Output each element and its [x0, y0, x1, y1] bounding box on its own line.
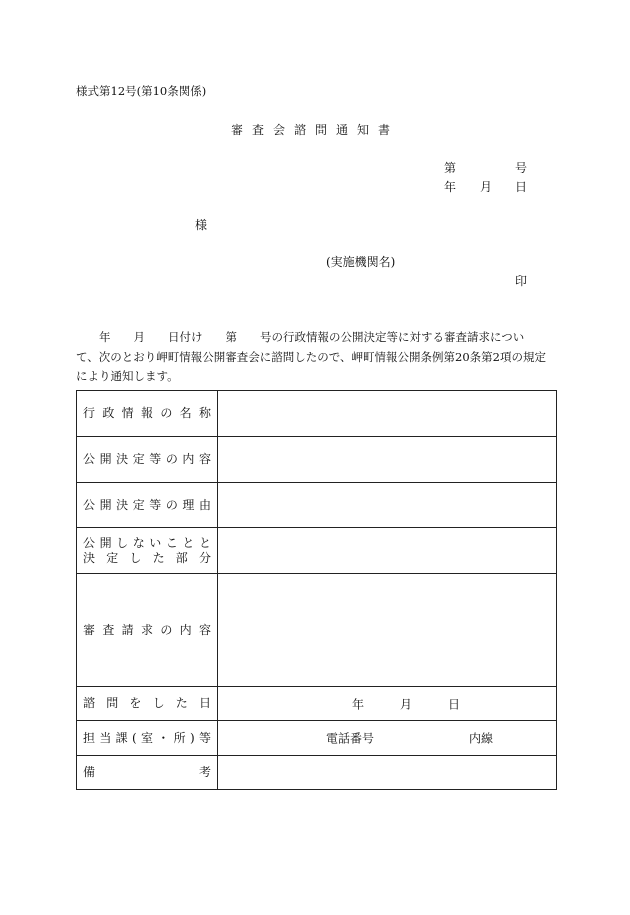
seal-mark: 印	[515, 274, 528, 288]
label-char: 内	[182, 452, 195, 466]
label-char: な	[132, 535, 145, 550]
table-row	[77, 687, 557, 721]
label-line	[83, 406, 211, 421]
label-char: 内	[179, 622, 192, 637]
doc-date-day: 日	[515, 180, 528, 194]
document-title: 審査会諮問通知書	[230, 123, 399, 137]
label-char: 決	[116, 452, 129, 466]
label-char: 定	[132, 497, 145, 512]
label-char: 請	[121, 622, 134, 637]
info-table	[76, 390, 557, 790]
label-char: )	[189, 730, 195, 745]
row-value	[218, 721, 557, 756]
agency-name: (実施機関名)	[326, 255, 396, 269]
label-char: 審	[83, 622, 96, 637]
label-char: 等	[198, 730, 211, 745]
label-char: 定	[106, 550, 119, 565]
row-value	[218, 756, 557, 790]
doc-number-go: 号	[515, 161, 528, 175]
label-char: 理	[182, 497, 195, 512]
row-value	[218, 687, 557, 721]
label-char: と	[182, 535, 195, 550]
label-line	[83, 536, 211, 551]
table-row	[77, 483, 557, 528]
label-char: 政	[102, 406, 115, 420]
label-line	[83, 696, 211, 711]
consult-date-year: 年	[352, 697, 365, 711]
label-char: 諮	[83, 696, 96, 710]
table-row	[77, 721, 557, 756]
consult-date-month: 月	[400, 697, 413, 711]
row-value	[218, 574, 557, 687]
row-label	[77, 391, 218, 437]
extension-label: 内線	[469, 731, 494, 746]
label-char: 容	[198, 452, 211, 466]
label-char: の	[165, 452, 178, 466]
label-char: の	[160, 622, 173, 637]
label-char: 開	[99, 497, 112, 512]
label-line	[83, 498, 211, 513]
row-label	[77, 574, 218, 687]
body-text	[76, 328, 558, 387]
row-label	[77, 687, 218, 721]
label-char: い	[149, 535, 162, 550]
label-char: 情	[121, 406, 134, 420]
label-char: 定	[132, 452, 145, 466]
label-char: た	[175, 696, 188, 710]
label-char: 部	[175, 550, 188, 565]
doc-date-month: 月	[480, 180, 493, 194]
row-value	[218, 437, 557, 483]
label-char: 所	[173, 730, 186, 745]
consult-date-day: 日	[448, 697, 461, 711]
label-char: 由	[198, 497, 211, 512]
label-char: 等	[149, 497, 162, 512]
label-char: し	[152, 696, 165, 710]
label-char: の	[165, 497, 178, 512]
form-number: 様式第12号(第10条関係)	[76, 84, 207, 98]
label-char: 行	[83, 406, 96, 420]
label-char: 公	[83, 497, 96, 512]
label-line	[83, 623, 211, 638]
label-char: と	[198, 535, 211, 550]
label-char: 当	[99, 730, 112, 745]
label-char: 決	[116, 497, 129, 512]
row-value	[218, 528, 557, 574]
label-char: を	[129, 696, 142, 710]
label-char: 日	[198, 696, 211, 710]
label-char: し	[129, 550, 142, 565]
label-line	[83, 452, 211, 467]
label-char: 担	[83, 730, 96, 745]
label-char: ・	[157, 730, 170, 745]
table-row	[77, 391, 557, 437]
label-line	[83, 731, 211, 746]
label-char: 公	[83, 452, 96, 466]
addressee-honorific: 様	[195, 218, 208, 232]
label-char: (	[131, 730, 137, 745]
label-line	[83, 765, 211, 780]
doc-number-dai: 第	[444, 161, 457, 175]
table-row	[77, 756, 557, 790]
row-label	[77, 437, 218, 483]
label-char: 考	[198, 765, 211, 779]
label-char: 容	[198, 622, 211, 637]
row-value	[218, 391, 557, 437]
label-char: 課	[115, 730, 128, 745]
label-char: こ	[165, 535, 178, 550]
label-char: た	[152, 550, 165, 565]
label-char: の	[160, 406, 173, 420]
label-line	[83, 551, 211, 566]
table-row	[77, 437, 557, 483]
label-char: 公	[83, 535, 96, 550]
label-char: 名	[179, 406, 192, 420]
row-value	[218, 483, 557, 528]
body-line: て、次のとおり岬町情報公開審査会に諮問したので、岬町情報公開条例第20条第2項の規定	[76, 349, 546, 364]
label-char: 分	[198, 550, 211, 565]
body-line: により通知します。	[76, 369, 179, 383]
row-label	[77, 483, 218, 528]
doc-date-year: 年	[444, 180, 457, 194]
label-char: 査	[102, 622, 115, 637]
label-char: 報	[140, 406, 153, 420]
row-label	[77, 756, 218, 790]
row-label	[77, 721, 218, 756]
label-char: 問	[106, 696, 119, 710]
label-char: 決	[83, 550, 96, 565]
label-char: 備	[83, 765, 96, 779]
label-char: 称	[198, 406, 211, 420]
label-char: し	[116, 535, 129, 550]
phone-number-label: 電話番号	[326, 731, 375, 746]
label-char: 等	[149, 452, 162, 466]
label-char: 室	[140, 730, 153, 745]
label-char: 開	[99, 452, 112, 466]
row-label	[77, 528, 218, 574]
table-row	[77, 574, 557, 687]
body-line: 年 月 日付け 第 号の行政情報の公開決定等に対する審査請求につい	[76, 330, 525, 344]
label-char: 求	[140, 622, 153, 637]
table-row	[77, 528, 557, 574]
label-char: 開	[99, 535, 112, 550]
